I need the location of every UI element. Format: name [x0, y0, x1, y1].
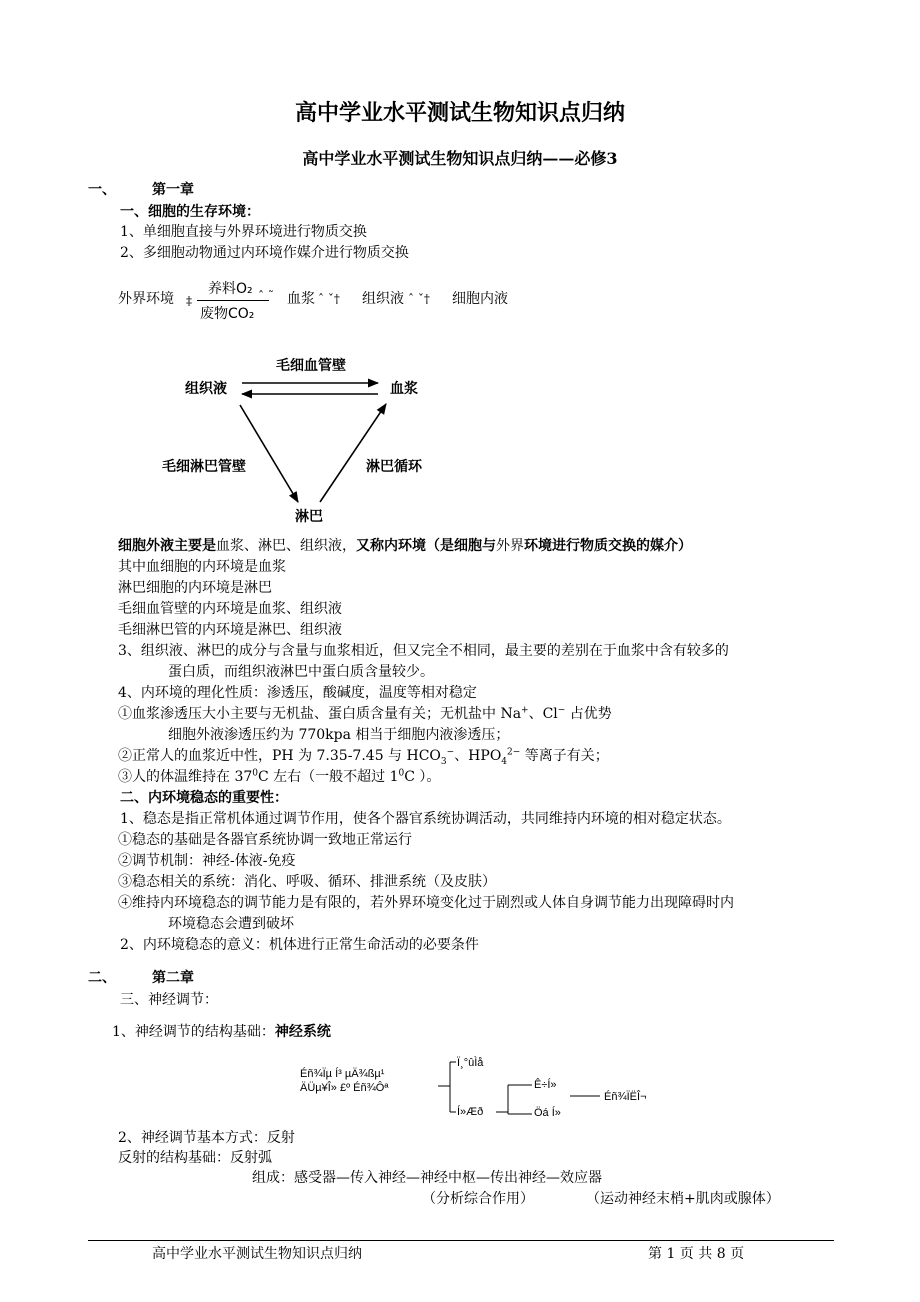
chapter-2-number: 二、: [88, 970, 116, 986]
hco3-charge: −: [446, 747, 455, 758]
flow-arrow-2: ˆ ˇ†: [408, 292, 430, 306]
section-1-item-2: 2、多细胞动物通过内环境作媒介进行物质交换: [120, 245, 409, 261]
hpo4-charge: 2−: [507, 747, 521, 758]
arrow-tissue-to-lymph: [240, 405, 298, 502]
homeostasis-line-3: ②调节机制：神经-体液-免疫: [118, 853, 296, 869]
point-4-3-a: ③人的体温维持在 37: [118, 769, 253, 785]
page-title: 高中学业水平测试生物知识点归纳: [294, 100, 625, 126]
homeostasis-line-4: ③稳态相关的系统：消化、呼吸、循环、排泄系统（及皮肤）: [118, 874, 496, 890]
nerve-structure-label: 1、神经调节的结构基础：: [112, 1024, 275, 1040]
nerve-structure-line: [112, 1022, 331, 1042]
degree-sup-2: 0: [398, 768, 405, 779]
point-4-3: [118, 767, 440, 787]
footer-divider: [88, 1240, 834, 1241]
point-4-3-c: C ）。: [404, 769, 441, 785]
point-4-1: [118, 704, 612, 724]
extracellular-c: 又称内环境（是细胞与: [356, 538, 496, 554]
page-subtitle: 高中学业水平测试生物知识点归纳——必修3: [302, 149, 618, 168]
cl-charge: −: [557, 705, 566, 716]
hco3-sub: 3: [440, 756, 447, 767]
point-4-1-c: 占优势: [565, 706, 612, 722]
flow-tissue-fluid: 组织液: [362, 291, 404, 307]
section-2-heading: 二、内环境稳态的重要性：: [120, 790, 288, 806]
section-1-heading: 一、细胞的生存环境：: [120, 204, 260, 220]
chapter-2-title: 第二章: [152, 970, 194, 986]
neuron-garbled-right-5: Éñ¾ÏËÎ¬: [604, 1091, 647, 1103]
flow-arrow-glyph: ‡: [186, 294, 192, 308]
label-lymph-capillary-wall: 毛细淋巴管壁: [162, 459, 246, 475]
environment-line-2: 淋巴细胞的内环境是淋巴: [118, 580, 272, 596]
point-4-2: [118, 746, 609, 766]
point-4-1-a: ①血浆渗透压大小主要与无机盐、蛋白质含量有关；无机盐中 Na: [118, 706, 522, 722]
flow-waste-co2: 废物CO₂: [200, 306, 255, 322]
arrow-lymph-to-plasma: [320, 404, 386, 502]
environment-line-1: 其中血细胞的内环境是血浆: [118, 559, 286, 575]
node-lymph: 淋巴: [295, 509, 323, 525]
point-4-2-b: 、HPO: [454, 748, 502, 764]
reflex-arc-basis: 反射的结构基础：反射弧: [118, 1150, 272, 1166]
extracellular-definition: [118, 536, 692, 556]
flow-arrow-1: ˆ ˇ†: [318, 292, 340, 306]
extracellular-e: 环境进行物质交换的媒介）: [524, 538, 692, 554]
point-4-2-c: 等离子有关；: [520, 748, 609, 764]
na-charge: +: [521, 705, 529, 716]
node-plasma: 血浆: [390, 381, 418, 397]
neuron-garbled-left-2: ÄÜµ¥Î» £º Éñ¾Ôª: [300, 1082, 389, 1094]
node-tissue-fluid: 组织液: [185, 381, 227, 397]
homeostasis-significance: 2、内环境稳态的意义：机体进行正常生命活动的必要条件: [120, 937, 479, 953]
diagram-arrows: [180, 350, 470, 530]
neuron-garbled-right-2: Í»Æð: [457, 1106, 484, 1118]
neuron-garbled-right-3: Ê÷Í»: [534, 1079, 557, 1091]
flow-outside: 外界环境: [118, 291, 174, 307]
extracellular-a: 细胞外液主要是: [118, 538, 216, 554]
reflex-arc-components: 组成：感受器—传入神经—神经中枢—传出神经—效应器: [252, 1170, 602, 1186]
chapter-1-title: 第一章: [152, 182, 194, 198]
point-3-line-1: 3、组织液、淋巴的成分与含量与血浆相近，但又完全不相同，最主要的差别在于血浆中含有较多的: [118, 643, 729, 659]
flow-plasma: 血浆: [287, 291, 315, 307]
point-4-1-b: 、Cl: [528, 706, 558, 722]
hpo4-sub: 4: [501, 756, 508, 767]
section-3-heading: 三、神经调节：: [120, 992, 218, 1008]
homeostasis-line-1: 1、稳态是指正常机体通过调节作用，使各个器官系统协调活动，共同维持内环境的相对稳定状态。: [120, 811, 731, 827]
footer-title: 高中学业水平测试生物知识点归纳: [152, 1246, 362, 1262]
reflex-center-note: （分析综合作用）: [422, 1191, 534, 1207]
flow-arrow-tail: ˆ ˜: [258, 289, 274, 303]
point-4: 4、内环境的理化性质：渗透压，酸碱度，温度等相对稳定: [118, 685, 477, 701]
flow-nutrients-o2: 养料O₂: [208, 281, 253, 297]
environment-line-3: 毛细血管壁的内环境是血浆、组织液: [118, 601, 342, 617]
point-4-2-a: ②正常人的血浆近中性，PH 为 7.35-7.45 与 HCO: [118, 748, 441, 764]
neuron-garbled-right-4: Öá Í»: [534, 1107, 561, 1119]
label-lymph-circulation: 淋巴循环: [366, 459, 422, 475]
label-capillary-wall: 毛细血管壁: [276, 358, 346, 374]
footer-page-number: 第 1 页 共 8 页: [648, 1246, 745, 1262]
extracellular-b: 血浆、淋巴、组织液，: [216, 538, 356, 554]
homeostasis-line-6: 环境稳态会遭到破坏: [168, 916, 294, 932]
point-4-3-b: C 左右（一般不超过 1: [258, 769, 399, 785]
degree-sup-1: 0: [252, 768, 258, 779]
point-4-1-detail: 细胞外液渗透压约为 770kpa 相当于细胞内液渗透压；: [168, 727, 510, 743]
reflex-effector-note: （运动神经末梢+肌肉或腺体）: [586, 1191, 780, 1207]
environment-line-4: 毛细淋巴管的内环境是淋巴、组织液: [118, 622, 342, 638]
section-1-item-1: 1、单细胞直接与外界环境进行物质交换: [120, 224, 367, 240]
neuron-garbled-right-1: Ï¸°ûÌå: [457, 1057, 484, 1069]
homeostasis-line-5: ④维持内环境稳态的调节能力是有限的，若外界环境变化过于剧烈或人体自身调节能力出现障碍时内: [118, 895, 734, 911]
extracellular-d: 外界: [496, 538, 524, 554]
flow-intracellular: 细胞内液: [452, 291, 508, 307]
nerve-system-term: 神经系统: [274, 1024, 331, 1040]
homeostasis-line-2: ①稳态的基础是各器官系统协调一致地正常运行: [118, 832, 412, 848]
point-3-line-2: 蛋白质，而组织液淋巴中蛋白质含量较少。: [168, 664, 434, 680]
chapter-1-number: 一、: [88, 182, 116, 198]
reflex-basic-mode: 2、神经调节基本方式：反射: [118, 1130, 295, 1146]
neuron-garbled-left-1: Éñ¾Ïµ Í³ µÄ¾ßµ¹: [300, 1068, 385, 1080]
